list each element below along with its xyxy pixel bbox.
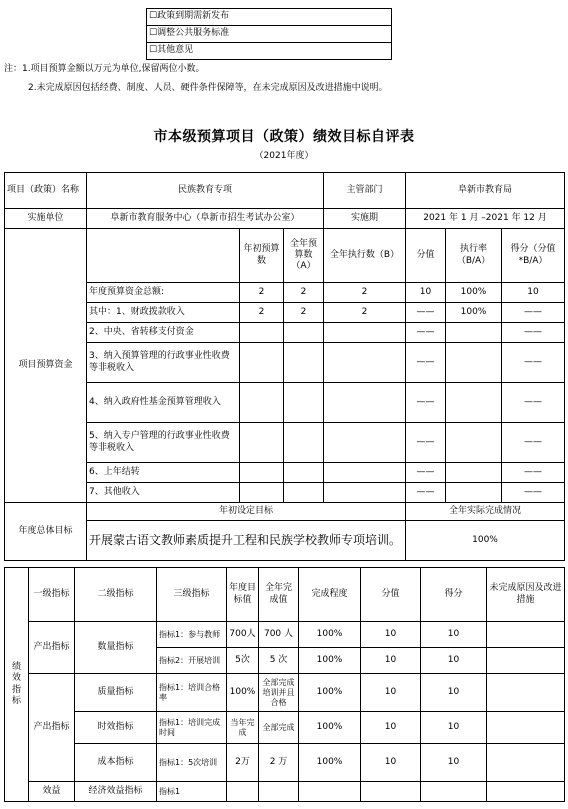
actual-cell: 5 次 (259, 648, 299, 674)
level2-cell: 经济效益指标 (75, 782, 157, 802)
budget-cell: —— (406, 343, 446, 383)
budget-cell: —— (406, 423, 446, 463)
score-cell: 10 (361, 648, 421, 674)
budget-row-label: 其中：1、财政拨款收入 (87, 303, 240, 323)
budget-cell: —— (406, 383, 446, 423)
budget-cell (284, 323, 324, 343)
unit-label: 实施单位 (5, 209, 87, 229)
previous-options-table (146, 8, 392, 60)
actual-cell (259, 782, 299, 802)
budget-cell (446, 383, 502, 423)
budget-cell (324, 383, 406, 423)
budget-row-label: 年度预算资金总额: (87, 283, 240, 303)
option-row: ☐调整公共服务标准 (147, 26, 392, 43)
degree-cell: 100% (299, 744, 361, 782)
dept-label: 主管部门 (324, 173, 406, 209)
budget-cell: —— (502, 423, 565, 463)
budget-cell: 2 (240, 303, 284, 323)
perf-header: 得分 (421, 568, 487, 622)
budget-cell (446, 463, 502, 483)
budget-cell (240, 483, 284, 503)
budget-cell: 2 (324, 303, 406, 323)
budget-cell: —— (502, 343, 565, 383)
actual-cell: 全部完成 (259, 712, 299, 744)
budget-cell (240, 463, 284, 483)
budget-cell: —— (406, 323, 446, 343)
budget-cell (240, 343, 284, 383)
budget-cell: 100% (446, 303, 502, 323)
note-1: 注：1.项目预算金额以万元为单位,保留两位小数。 (4, 64, 205, 74)
budget-cell: —— (406, 483, 446, 503)
perf-header: 全年完成值 (259, 568, 299, 622)
level3-cell: 指标1 (157, 782, 227, 802)
target-cell: 5次 (227, 648, 259, 674)
col-header: 执行率（B/A） (446, 229, 502, 283)
perf-header: 分值 (361, 568, 421, 622)
reason-cell (487, 712, 565, 744)
budget-cell (240, 423, 284, 463)
goal-actual-value: 100% (406, 521, 565, 561)
budget-section-label: 项目预算资金 (5, 229, 87, 503)
budget-cell: —— (502, 323, 565, 343)
budget-cell (240, 323, 284, 343)
budget-row-label: 6、上年结转 (87, 463, 240, 483)
reason-cell (487, 648, 565, 674)
budget-row-label: 4、纳入政府性基金预算管理收入 (87, 383, 240, 423)
target-cell: 100% (227, 674, 259, 712)
budget-cell: 10 (502, 283, 565, 303)
budget-cell (324, 323, 406, 343)
got-cell: 10 (421, 712, 487, 744)
target-cell (227, 782, 259, 802)
actual-cell: 700 人 (259, 622, 299, 648)
budget-cell (240, 383, 284, 423)
score-cell: 10 (361, 712, 421, 744)
option-row: ☐政策到期需新发布 (147, 9, 392, 26)
budget-cell: 10 (406, 283, 446, 303)
project-name-value: 民族教育专项 (87, 173, 324, 209)
budget-cell (324, 483, 406, 503)
got-cell: 10 (421, 648, 487, 674)
level1-cell: 效益 (29, 782, 75, 802)
target-cell: 700人 (227, 622, 259, 648)
goal-actual-header: 全年实际完成情况 (406, 503, 565, 521)
target-cell: 当年完成 (227, 712, 259, 744)
budget-cell (284, 463, 324, 483)
perf-header: 完成程度 (299, 568, 361, 622)
budget-row-label: 5、纳入专户管理的行政事业性收费等非税收入 (87, 423, 240, 463)
budget-cell (446, 423, 502, 463)
actual-cell: 2 万 (259, 744, 299, 782)
got-cell: 10 (421, 674, 487, 712)
level3-cell: 指标2：开展培训 (157, 648, 227, 674)
col-header: 得分（分值*B/A） (502, 229, 565, 283)
budget-cell (446, 343, 502, 383)
budget-cell: 2 (240, 283, 284, 303)
level2-cell: 时效指标 (75, 712, 157, 744)
perf-side-label: 绩效指标 (5, 568, 29, 802)
level2-cell: 成本指标 (75, 744, 157, 782)
perf-header: 未完成原因及改进措施 (487, 568, 565, 622)
budget-cell: —— (502, 383, 565, 423)
budget-cell: 100% (446, 283, 502, 303)
budget-cell: 2 (324, 283, 406, 303)
col-header: 全年执行数（B） (324, 229, 406, 283)
perf-header: 三级指标 (157, 568, 227, 622)
col-header: 分值 (406, 229, 446, 283)
degree-cell: 100% (299, 622, 361, 648)
perf-header: 年度目标值 (227, 568, 259, 622)
reason-cell (487, 622, 565, 648)
level2-cell: 数量指标 (75, 622, 157, 674)
target-cell: 2万 (227, 744, 259, 782)
reason-cell (487, 782, 565, 802)
col-header: 年初预算数 (240, 229, 284, 283)
budget-cell (324, 463, 406, 483)
period-label: 实施期 (324, 209, 406, 229)
level3-cell: 指标1：培训完成时间 (157, 712, 227, 744)
budget-cell (284, 383, 324, 423)
unit-value: 阜新市教育服务中心（阜新市招生考试办公室） (87, 209, 324, 229)
goal-initial-header: 年初设定目标 (87, 503, 406, 521)
got-cell: 10 (421, 622, 487, 648)
reason-cell (487, 674, 565, 712)
budget-cell (284, 423, 324, 463)
score-cell: 10 (361, 622, 421, 648)
project-name-label: 项目（政策）名称 (5, 173, 87, 209)
col-header: 全年预算数（A） (284, 229, 324, 283)
degree-cell: 100% (299, 674, 361, 712)
degree-cell: 100% (299, 712, 361, 744)
budget-cell (284, 343, 324, 383)
perf-header: 二级指标 (75, 568, 157, 622)
budget-cell (324, 343, 406, 383)
level1-cell: 产出指标 (29, 674, 75, 782)
perf-header: 一级指标 (29, 568, 75, 622)
got-cell (421, 782, 487, 802)
budget-row-label: 2、中央、省转移支付资金 (87, 323, 240, 343)
level1-cell: 产出指标 (29, 622, 75, 674)
budget-cell: —— (502, 463, 565, 483)
reason-cell (487, 744, 565, 782)
budget-cell: 2 (284, 303, 324, 323)
budget-row-label: 3、纳入预算管理的行政事业性收费等非税收入 (87, 343, 240, 383)
dept-value: 阜新市教育局 (406, 173, 565, 209)
budget-cell (324, 423, 406, 463)
evaluation-table (4, 172, 565, 561)
budget-cell: —— (406, 303, 446, 323)
actual-cell: 全部完成培训并且合格 (259, 674, 299, 712)
budget-cell (446, 483, 502, 503)
budget-cell: —— (502, 303, 565, 323)
degree-cell (299, 782, 361, 802)
budget-cell: 2 (284, 283, 324, 303)
score-cell: 10 (361, 674, 421, 712)
budget-cell (284, 483, 324, 503)
page-subtitle: （2021年度） (254, 151, 314, 161)
score-cell: 10 (361, 744, 421, 782)
level3-cell: 指标1：参与教师 (157, 622, 227, 648)
level3-cell: 指标1：5次培训 (157, 744, 227, 782)
budget-cell (446, 323, 502, 343)
degree-cell: 100% (299, 648, 361, 674)
got-cell: 10 (421, 744, 487, 782)
option-row: ☐其他意见 (147, 43, 392, 60)
page-title: 市本级预算项目（政策）绩效目标自评表 (153, 129, 415, 145)
budget-cell: —— (406, 463, 446, 483)
level2-cell: 质量指标 (75, 674, 157, 712)
budget-cell: —— (502, 483, 565, 503)
period-value: 2021 年 1 月 –2021 年 12 月 (406, 209, 565, 229)
level3-cell: 指标1：培训合格率 (157, 674, 227, 712)
goal-label: 年度总体目标 (5, 503, 87, 561)
note-2: 2.未完成原因包括经费、制度、人员、硬件条件保障等，在未完成原因及改进措施中说明。 (28, 83, 388, 93)
performance-table (4, 567, 565, 802)
goal-initial-value: 开展蒙古语文教师素质提升工程和民族学校教师专项培训。 (87, 521, 406, 561)
score-cell (361, 782, 421, 802)
budget-row-label: 7、其他收入 (87, 483, 240, 503)
